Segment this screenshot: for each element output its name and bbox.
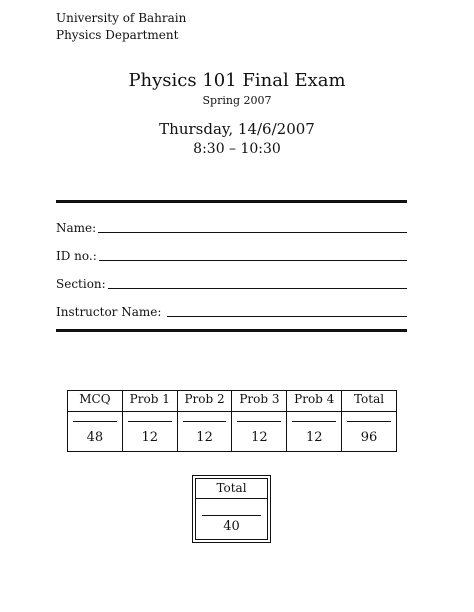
exam-time: 8:30 – 10:30	[193, 141, 281, 157]
score-max-prob2: 12	[196, 430, 213, 445]
id-label: ID no.:	[56, 249, 97, 263]
score-blank-prob3[interactable]	[237, 421, 281, 422]
exam-term: Spring 2007	[202, 94, 272, 107]
section-field[interactable]	[56, 275, 407, 291]
instructor-field[interactable]	[56, 303, 407, 319]
score-cell-prob3	[231, 391, 286, 451]
exam-title: Physics 101 Final Exam	[128, 70, 346, 91]
score-header-mcq: MCQ	[79, 392, 111, 406]
total-box-inner	[195, 478, 268, 540]
score-cell-mcq	[68, 391, 122, 451]
instructor-blank[interactable]	[167, 315, 407, 317]
bottom-rule	[56, 329, 407, 332]
department-name: Physics Department	[56, 28, 179, 42]
score-blank-prob1[interactable]	[128, 421, 172, 422]
name-label: Name:	[56, 221, 97, 235]
score-blank-prob4[interactable]	[292, 421, 336, 422]
score-header-prob4: Prob 4	[294, 392, 335, 406]
score-max-prob4: 12	[305, 430, 323, 445]
id-blank[interactable]	[99, 259, 407, 261]
score-max-mcq: 48	[86, 430, 104, 445]
score-blank-mcq[interactable]	[73, 421, 117, 422]
name-field[interactable]	[56, 219, 407, 235]
total-box-max: 40	[223, 519, 240, 534]
score-blank-total[interactable]	[347, 421, 391, 422]
score-header-rule	[287, 411, 341, 412]
score-blank-prob2[interactable]	[183, 421, 227, 422]
score-header-prob2: Prob 2	[184, 392, 225, 406]
score-header-rule	[68, 411, 122, 412]
score-cell-prob4	[286, 391, 341, 451]
score-cell-prob1	[122, 391, 177, 451]
score-cell-total	[341, 391, 396, 451]
name-blank[interactable]	[98, 231, 407, 233]
score-max-prob1: 12	[141, 430, 159, 445]
total-box	[192, 475, 271, 543]
top-rule	[56, 200, 407, 203]
score-header-prob1: Prob 1	[129, 392, 170, 406]
score-max-total: 96	[360, 430, 378, 445]
instructor-label: Instructor Name:	[56, 305, 162, 319]
score-header-rule	[342, 411, 396, 412]
score-header-prob3: Prob 3	[239, 392, 280, 406]
score-table	[67, 390, 397, 452]
id-field[interactable]	[56, 247, 407, 263]
score-header-rule	[232, 411, 286, 412]
total-box-header: Total	[216, 481, 247, 495]
score-header-rule	[123, 411, 177, 412]
total-box-rule	[196, 498, 267, 499]
total-box-blank[interactable]	[202, 515, 261, 516]
exam-date: Thursday, 14/6/2007	[159, 120, 315, 138]
score-header-rule	[178, 411, 232, 412]
score-cell-prob2	[177, 391, 232, 451]
section-blank[interactable]	[108, 287, 407, 289]
section-label: Section:	[56, 277, 106, 291]
score-header-total: Total	[353, 392, 385, 406]
score-max-prob3: 12	[251, 430, 268, 445]
university-name: University of Bahrain	[56, 11, 187, 25]
